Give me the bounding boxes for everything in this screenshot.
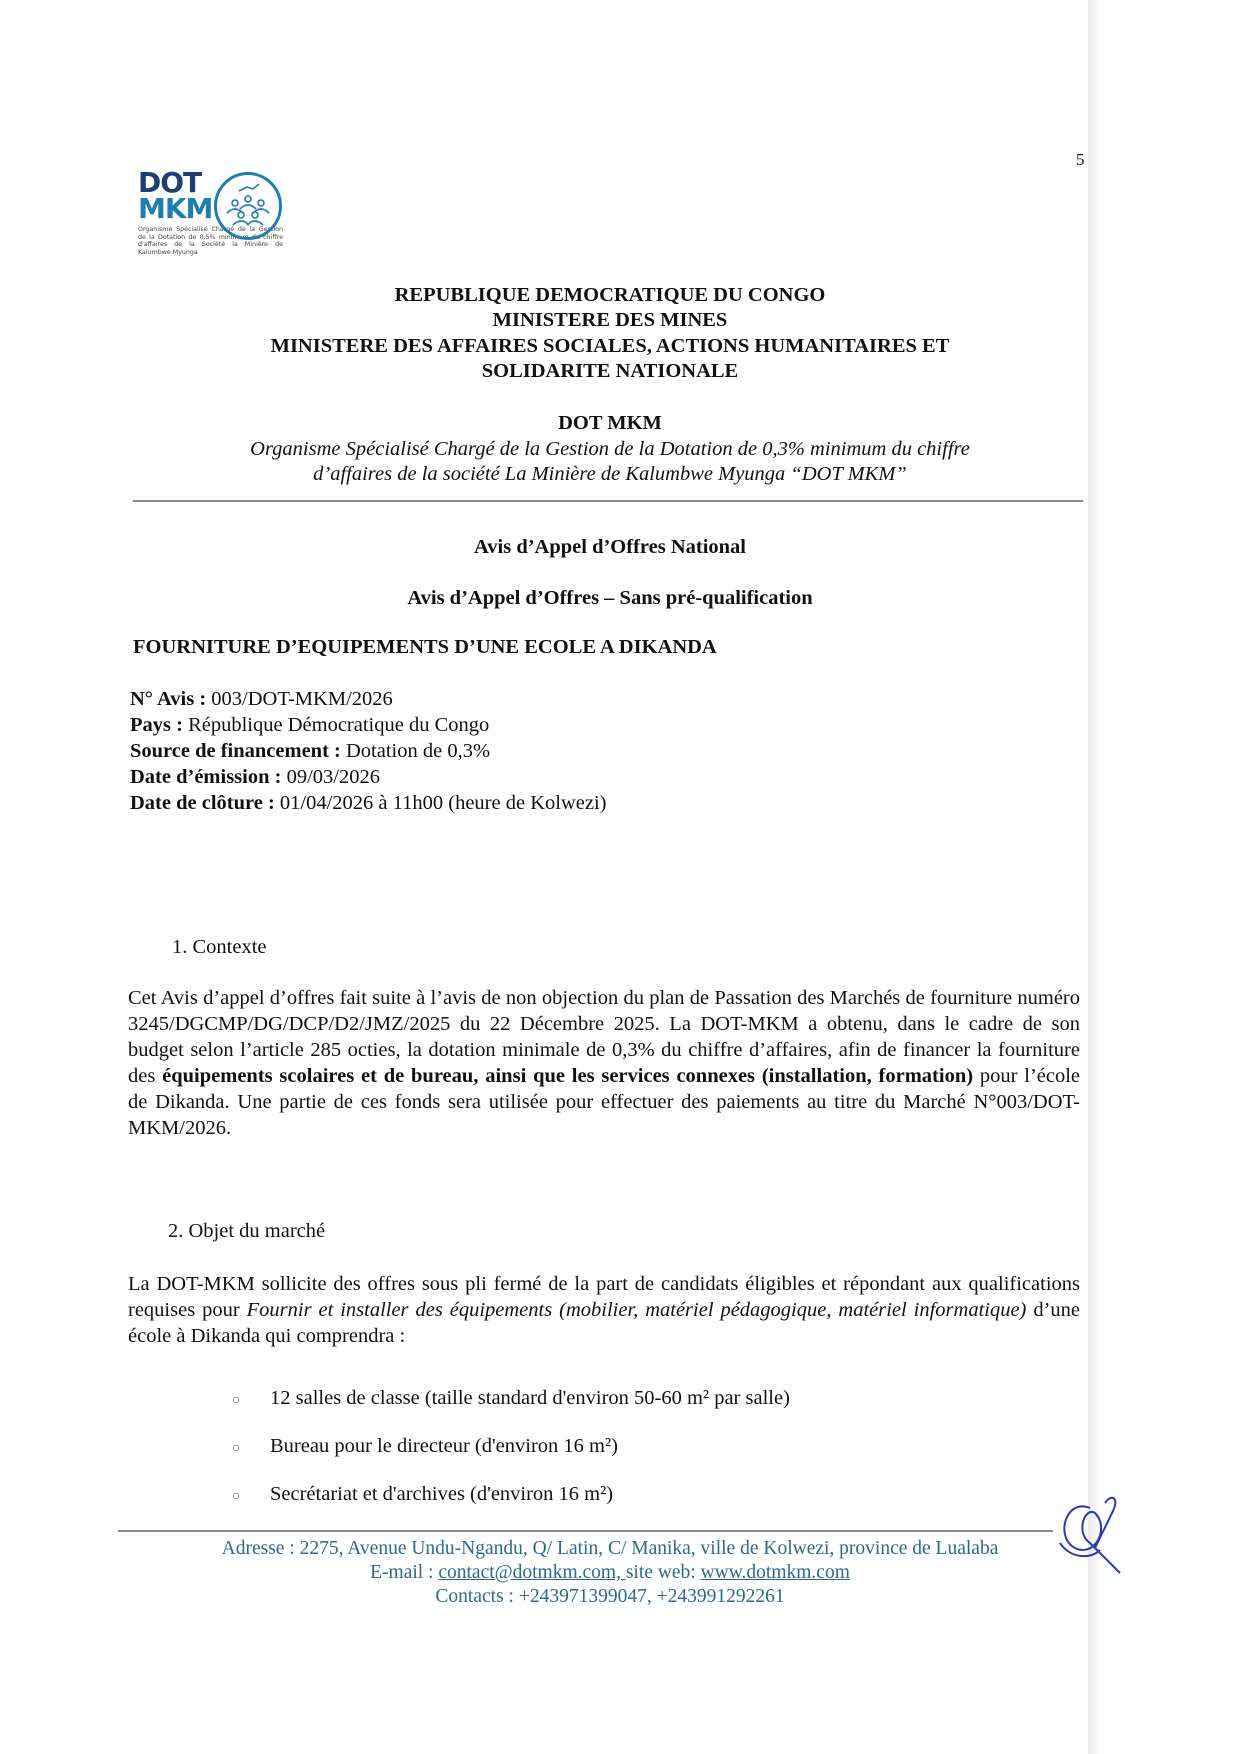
title-supply: FOURNITURE D’EQUIPEMENTS D’UNE ECOLE A DIKANDA — [133, 636, 717, 658]
footer-contacts: Contacts : +243971399047, +243991292261 — [435, 1586, 785, 1607]
header-solidarity: SOLIDARITE NATIONALE — [481, 360, 739, 382]
info-country: Pays : République Démocratique du Congo — [130, 714, 490, 736]
info-block — [130, 686, 607, 816]
page-number: 5 — [1076, 150, 1085, 169]
org-description-1: Organisme Spécialisé Chargé de la Gestion de la Dotation de 0,3% minimum du chiffre — [250, 438, 970, 460]
header-ministry-mines: MINISTERE DES MINES — [492, 309, 728, 331]
email-link[interactable]: contact@dotmkm.com, — [438, 1562, 626, 1583]
header-republic: REPUBLIQUE DEMOCRATIQUE DU CONGO — [394, 284, 826, 306]
list-item: Secrétariat et d'archives (d'environ 16 m²) — [270, 1483, 614, 1505]
title-national: Avis d’Appel d’Offres National — [473, 536, 746, 558]
logo-caption: Organisme Spécialisé Chargé de la Gestion de la Dotation de 0,5% minimum du chiffre d'affaires de la Société la Minière de Kalumbwe Myunga — [138, 226, 283, 256]
footer-email-site: E-mail : contact@dotmkm.com, site web: www.dotmkm.com — [370, 1562, 850, 1583]
logo-mkm: MKM — [138, 192, 213, 225]
org-description-2: d’affaires de la société La Minière de Kalumbwe Myunga “DOT MKM” — [313, 463, 907, 485]
info-issue-date: Date d’émission : 09/03/2026 — [130, 766, 380, 788]
info-notice-number: N° Avis : 003/DOT-MKM/2026 — [130, 688, 393, 710]
bullet-icon: ○ — [232, 1393, 241, 1408]
bullet-icon: ○ — [232, 1489, 241, 1504]
org-name: DOT MKM — [558, 412, 662, 434]
list-item: Bureau pour le directeur (d'environ 16 m²) — [270, 1435, 618, 1457]
logo-dot: DOT — [138, 166, 202, 199]
info-closing-date: Date de clôture : 01/04/2026 à 11h00 (heure de Kolwezi) — [130, 792, 607, 814]
list-item: 12 salles de classe (taille standard d'environ 50-60 m² par salle) — [270, 1387, 790, 1409]
header-ministry-social: MINISTERE DES AFFAIRES SOCIALES, ACTIONS HUMANITAIRES ET — [270, 335, 950, 357]
bullet-icon: ○ — [232, 1441, 241, 1456]
section-object-heading: 2. Objet du marché — [168, 1220, 326, 1242]
info-funding: Source de financement : Dotation de 0,3% — [130, 740, 491, 762]
logo — [138, 166, 288, 256]
people-circle-icon — [214, 172, 282, 240]
website-link[interactable]: www.dotmkm.com — [700, 1562, 850, 1583]
title-no-prequal: Avis d’Appel d’Offres – Sans pré-qualification — [407, 587, 813, 609]
section-context-paragraph: Cet Avis d’appel d’offres fait suite à l’avis de non objection du plan de Passation des Marchés de fourniture numéro 3245/DGCMP/DG/DCP/D2/JMZ/2025 du 22 Décembre 2025. La DOT-MKM a obtenu, dans le cadre de son budget selon l’article 285 octies, la dotation minimale de 0,3% du chiffre d’affaires, afin de financer la fourniture des équipements scolaires et de bureau, ainsi que les services connexes (installation, formation) pour l’école de Dikanda. Une partie de ces fonds sera utilisée pour effectuer des paiements au titre du Marché N°003/DOT-MKM/2026. — [128, 987, 1081, 1139]
section-object-paragraph: La DOT-MKM sollicite des offres sous pli fermé de la part de candidats éligibles et répondant aux qualifications requises pour Fournir et installer des équipements (mobilier, matériel pédagogique, matériel informatique) d’une école à Dikanda qui comprendra : — [128, 1273, 1080, 1347]
section-context-heading: 1. Contexte — [172, 936, 267, 958]
footer-address: Adresse : 2275, Avenue Undu-Ngandu, Q/ Latin, C/ Manika, ville de Kolwezi, province de Lualaba — [221, 1538, 999, 1559]
header-divider — [133, 500, 1083, 502]
footer-divider — [118, 1530, 1053, 1532]
